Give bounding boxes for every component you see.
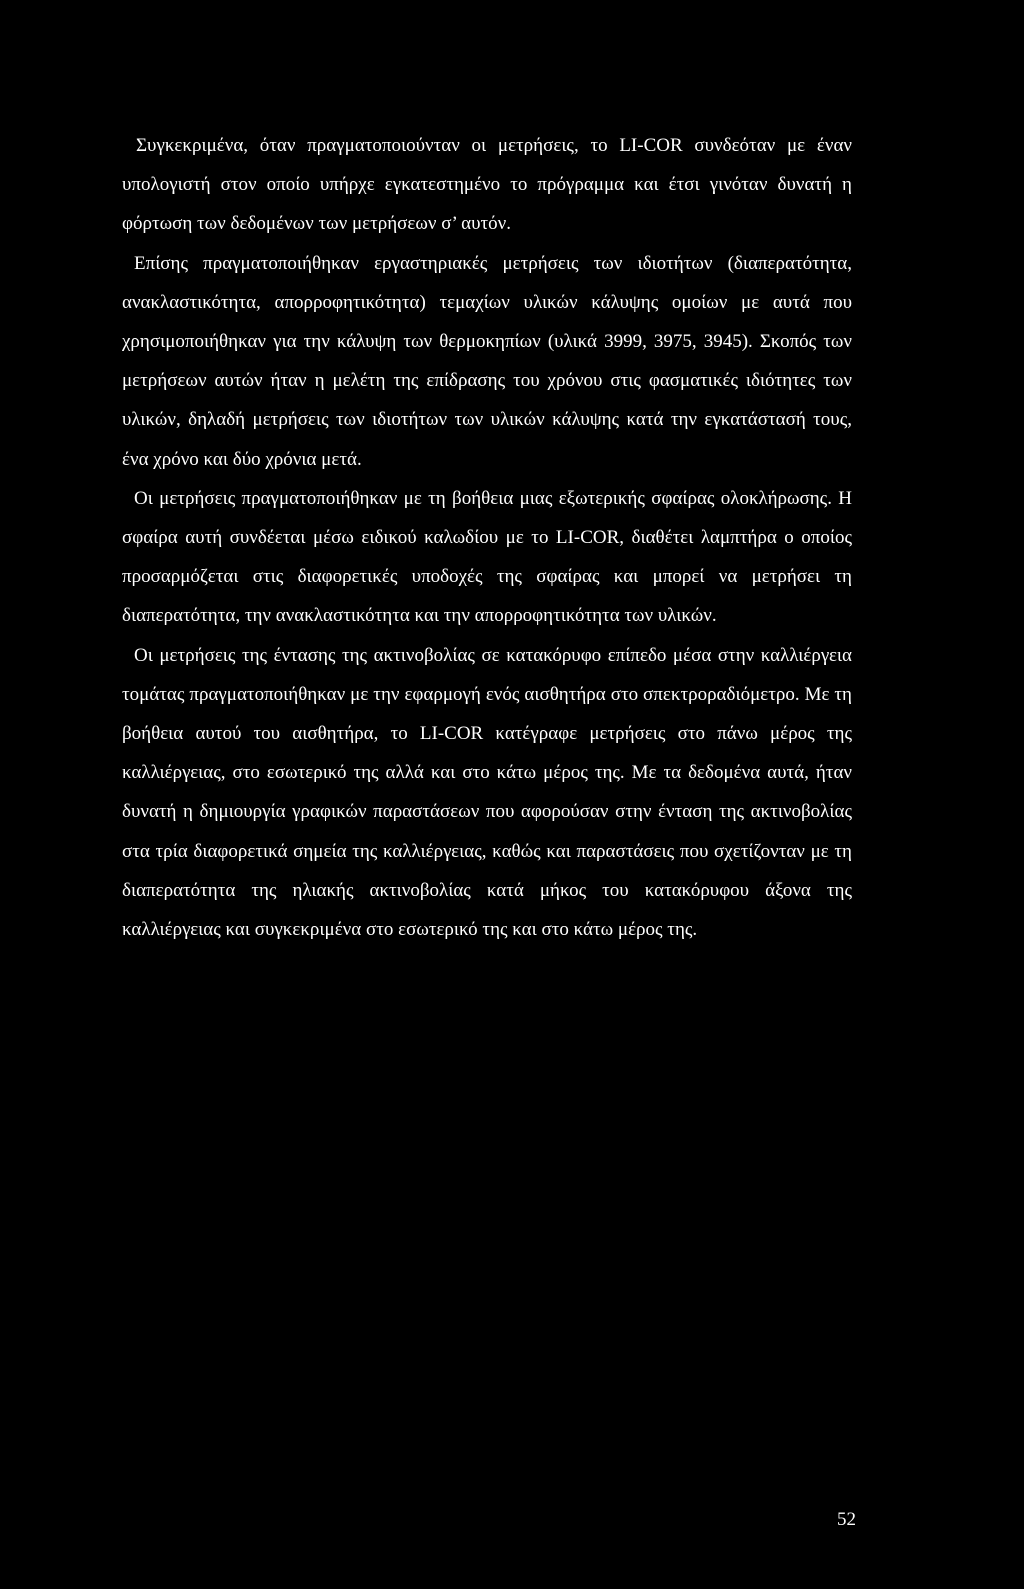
- paragraph-3: Οι μετρήσεις πραγματοποιήθηκαν με τη βοήθεια μιας εξωτερικής σφαίρας ολοκλήρωσης. Η σφαίρα αυτή συνδέεται μέσω ειδικού καλωδίου με το LI-COR, διαθέτει λαμπτήρα ο οποίος προσαρμόζεται στις διαφορετικές υποδοχές της σφαίρας και μπορεί να μετρήσει τη διαπερατότητα, την ανακλαστικότητα και την απορροφητικότητα των υλικών.: [122, 487, 852, 627]
- paragraph-4: Οι μετρήσεις της έντασης της ακτινοβολίας σε κατακόρυφο επίπεδο μέσα στην καλλιέργεια τομάτας πραγματοποιήθηκαν με την εφαρμογή ενός αισθητήρα στο σπεκτροραδιόμετρο. Με τη βοήθεια αυτού του αισθητήρα, το LI-COR κατέγραφε μετρήσεις στο πάνω μέρος της καλλιέργειας, στο εσωτερικό της αλλά και στο κάτω μέρος της. Με τα δεδομένα αυτά, ήταν δυνατή η δημιουργία γραφικών παραστάσεων που αφορούσαν στην ένταση της ακτινοβολίας στα τρία διαφορετικά σημεία της καλλιέργειας, καθώς και παραστάσεις που σχετίζονταν με τη διαπερατότητα της ηλιακής ακτινοβολίας κατά μήκος του κατακόρυφου άξονα της καλλιέργειας και συγκεκριμένα στο εσωτερικό της και στο κάτω μέρος της.: [122, 644, 852, 941]
- body-text: [122, 126, 852, 949]
- paragraph-1: Συγκεκριμένα, όταν πραγματοποιούνταν οι μετρήσεις, το LI-COR συνδεόταν με έναν υπολογιστή στον οποίο υπήρχε εγκατεστημένο το πρόγραμμα και έτσι γινόταν δυνατή η φόρτωση των δεδομένων των μετρήσεων σ’ αυτόν.: [122, 135, 852, 235]
- paragraph-2: Επίσης πραγματοποιήθηκαν εργαστηριακές μετρήσεις των ιδιοτήτων (διαπερατότητα, ανακλαστικότητα, απορροφητικότητα) τεμαχίων υλικών κάλυψης ομοίων με αυτά που χρησιμοποιήθηκαν για την κάλυψη των θερμοκηπίων (υλικά 3999, 3975, 3945). Σκοπός των μετρήσεων αυτών ήταν η μελέτη της επίδρασης του χρόνου στις φασματικές ιδιότητες των υλικών, δηλαδή μετρήσεις των ιδιοτήτων των υλικών κάλυψης κατά την εγκατάστασή τους, ένα χρόνο και δύο χρόνια μετά.: [122, 252, 852, 470]
- page-number: 52: [837, 1509, 856, 1530]
